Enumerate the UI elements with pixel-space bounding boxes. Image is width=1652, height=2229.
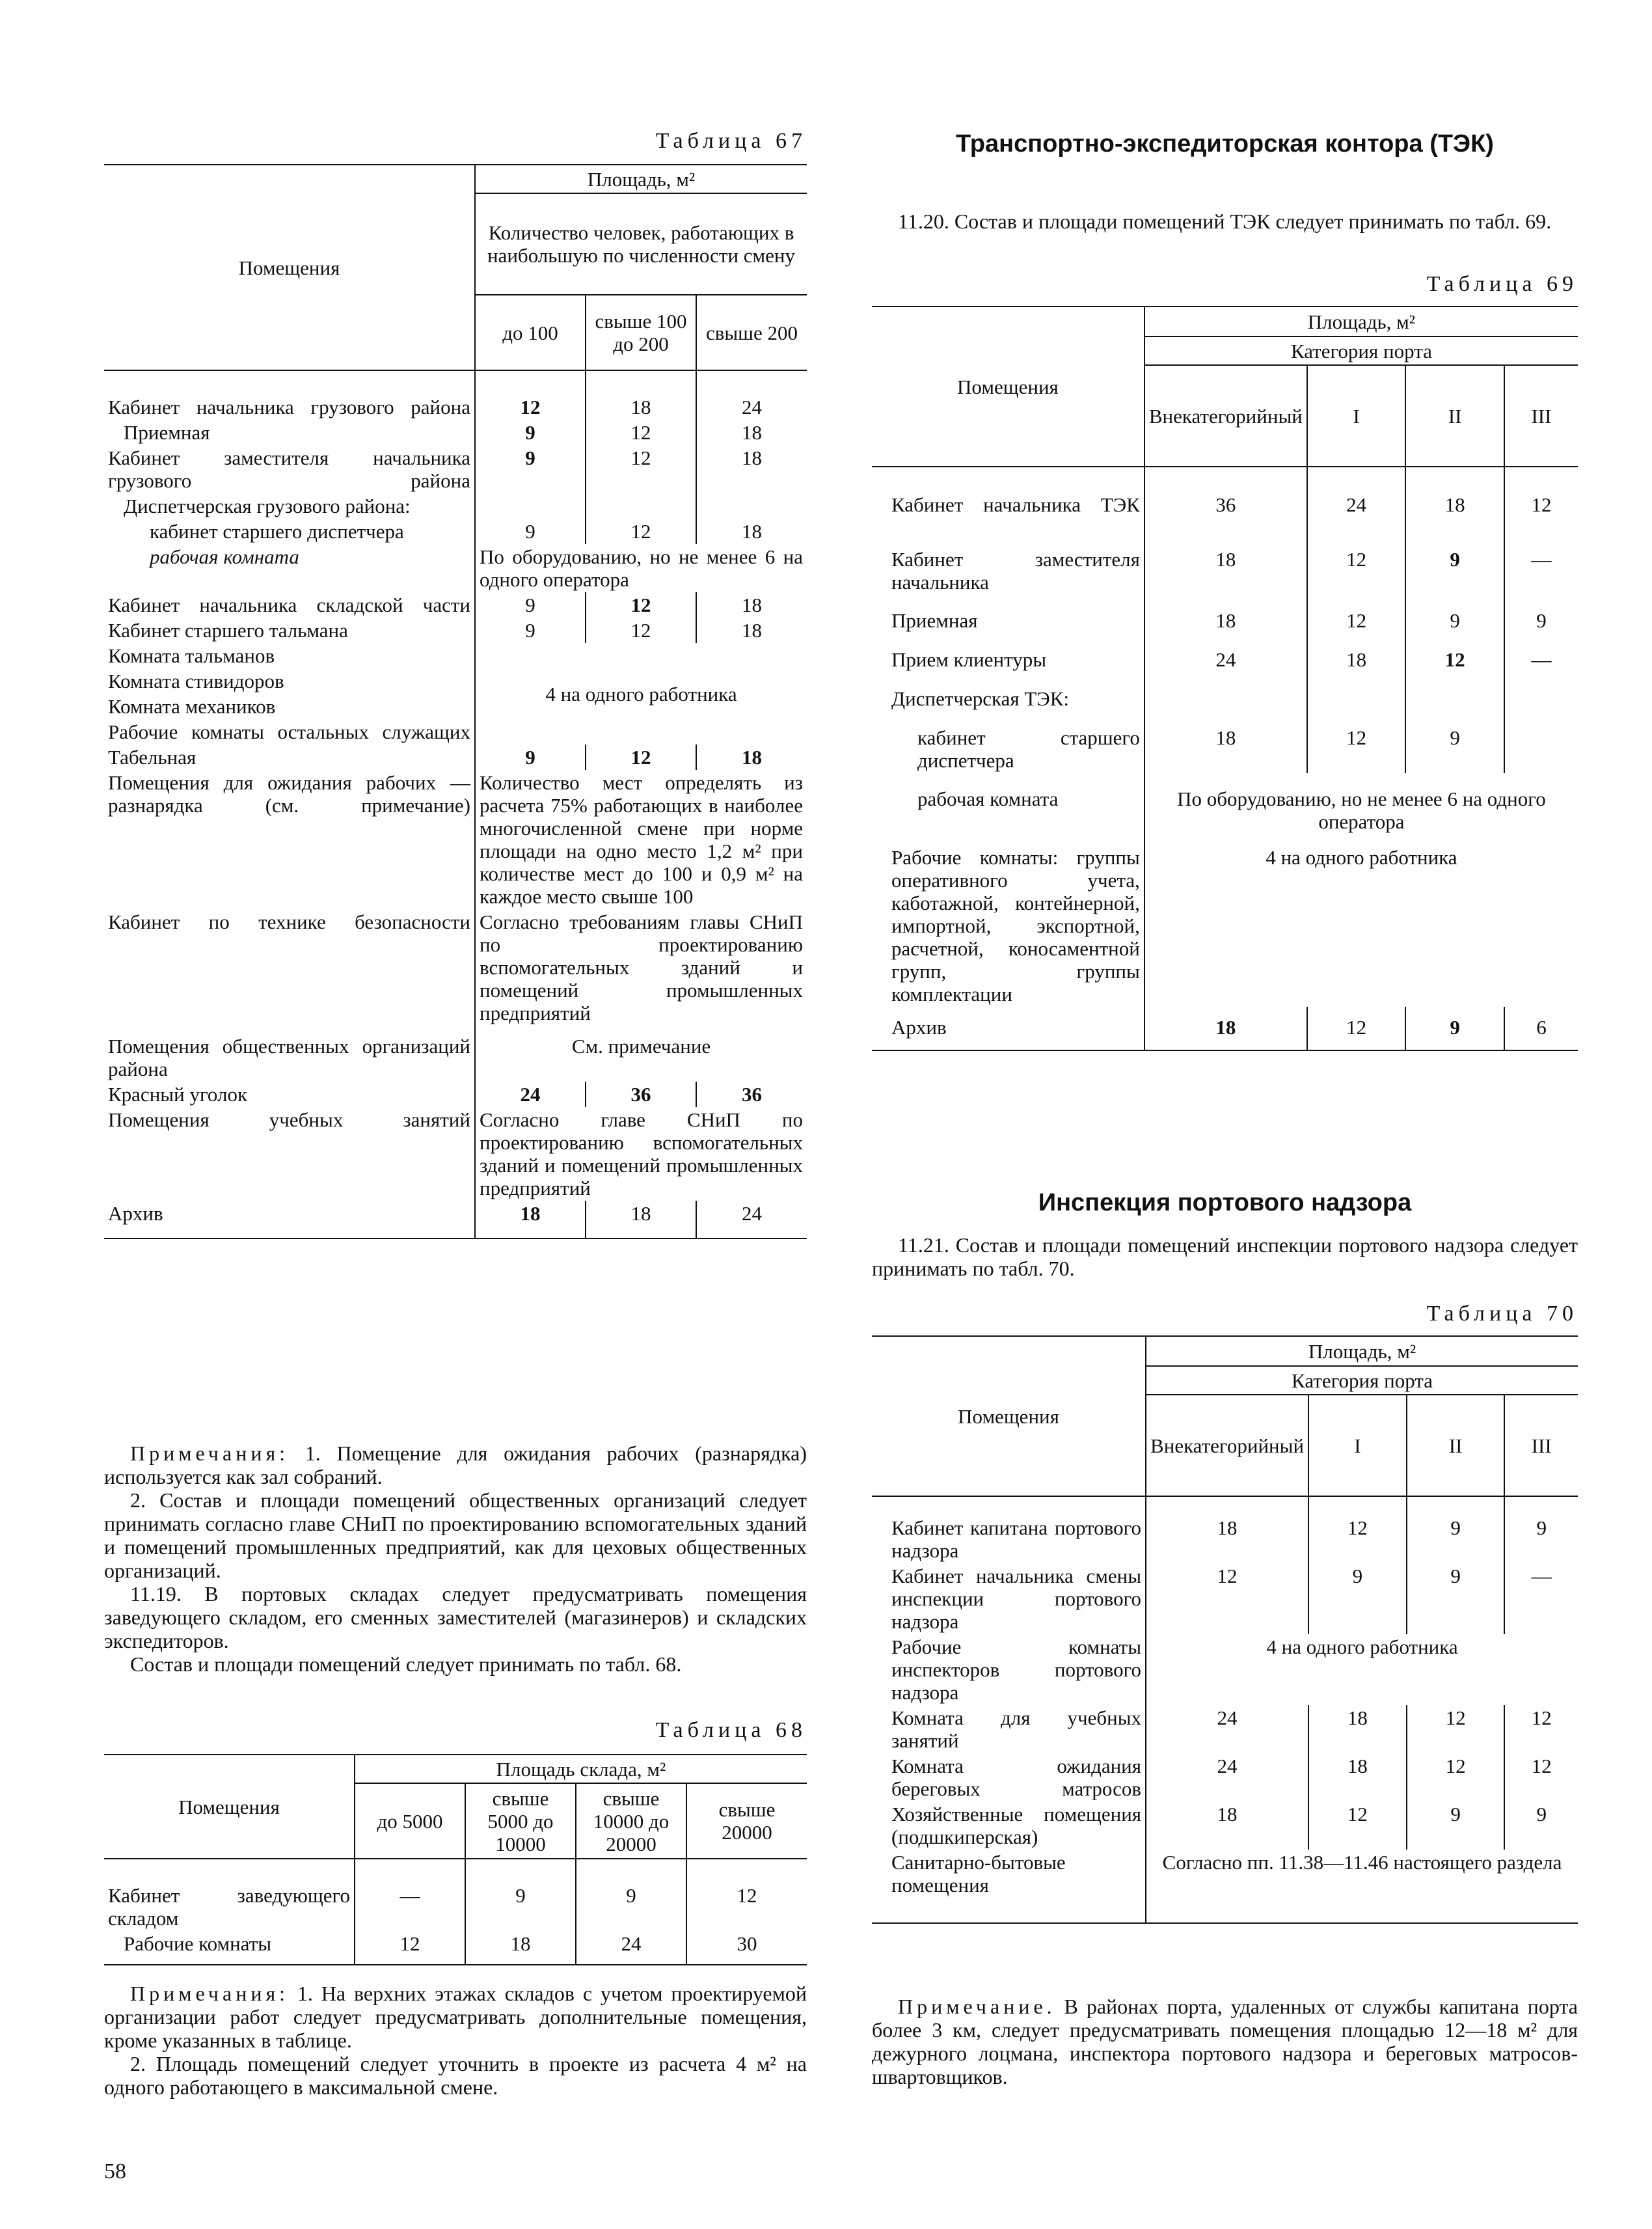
t68-header-rooms: Помещения — [104, 1755, 355, 1859]
table-row: Помещения общественных организаций района См. примечание — [104, 1026, 807, 1082]
table-row: Кабинет капитана портового надзора 18 12 9 9 — [872, 1496, 1578, 1563]
table-row: Комната ожидания береговых матросов 24 18 12 12 — [872, 1753, 1578, 1801]
table-row: Санитарно-бытовые помещения Согласно пп. 11.38—11.46 настоящего раздела — [872, 1850, 1578, 1923]
section-title-inspection: Инспекция портового надзора — [1038, 1189, 1412, 1216]
table-row: Помещения для ожидания рабочих — разнарядка (см. примечание) Количество мест определять из расчета 75% работающих в наиболее многочисленной смене при норме площади на одно место 1,2 м² при количестве мест до 100 и 0,9 м² на каждое место свыше 100 — [104, 770, 807, 909]
table-row: Рабочие комнаты: группы оперативного учета, каботажной, контейнерной, импортной, экспортной, расчетной, коносаментной групп, группы комплектации 4 на одного работника — [872, 834, 1578, 1007]
table-row: Кабинет заместителя начальника 18 12 9 — — [872, 534, 1578, 595]
table-row: Кабинет начальника смены инспекции портового надзора 12 9 9 — — [872, 1563, 1578, 1634]
t67-col-2: свыше 100 до 200 — [586, 295, 696, 370]
table-row: Приемная 9 12 18 — [104, 420, 807, 445]
t67-col-3: свыше 200 — [696, 295, 807, 370]
t69-col-2: II — [1405, 365, 1504, 467]
table-row: Прием клиентуры 24 18 12 — — [872, 634, 1578, 673]
t69-col-0: Внекатегорийный — [1144, 365, 1307, 467]
table-69-caption: Таблица 69 — [1426, 272, 1578, 296]
table-68-caption: Таблица 68 — [655, 1718, 807, 1742]
t69-col-3: III — [1504, 365, 1578, 467]
paragraph-11-19: 11.19. В портовых складах следует предусматривать помещения заведующего складом, его сменных заместителей (магазинеров) и складских экспедиторов. — [104, 1582, 807, 1652]
table-row: Помещения учебных занятий Согласно главе СНиП по проектированию вспомогательных зданий и помещений промышленных предприятий — [104, 1107, 807, 1201]
table-row: Комната стивидоров — [108, 670, 284, 692]
section-title-tek: Транспортно-экспедиторская контора (ТЭК) — [956, 130, 1494, 157]
table-row: Кабинет заведующего складом — 9 9 12 — [104, 1859, 807, 1931]
notes-table-68: Примечания: 1. На верхних этажах складов с учетом проектируемой организации работ следует предусматривать дополнительные помещения, кроме указанных в таблице. 2. Площадь помещений следует уточнить в проекте из расчета 4 м² на одного работающего в максимальной смене. — [104, 1982, 807, 2099]
t70-header-area: Площадь, м² — [1146, 1336, 1578, 1366]
paragraph-11-21: 11.21. Состав и площади помещений инспекции портового надзора следует принимать по табл. 70. — [872, 1233, 1578, 1280]
table-row: Приемная 18 12 9 9 — [872, 595, 1578, 634]
table-row: Архив 18 12 9 6 — [872, 1007, 1578, 1050]
t70-col-3: III — [1504, 1395, 1578, 1496]
page-number: 58 — [104, 2159, 126, 2183]
t67-col-1: до 100 — [475, 295, 586, 370]
t68-col-2: свыше 5000 до 10000 — [465, 1783, 576, 1859]
table-67 — [104, 164, 807, 1239]
table-row: Комната механиков — [108, 695, 276, 718]
table-row: Архив 18 18 24 — [104, 1201, 807, 1238]
table-row: Кабинет заместителя начальника грузового района 9 12 18 — [104, 445, 807, 493]
paragraph-11-20: 11.20. Состав и площади помещений ТЭК следует принимать по табл. 69. — [898, 210, 1552, 233]
t70-col-0: Внекатегорийный — [1146, 1395, 1308, 1496]
table-row: Рабочие комнаты инспекторов портового надзора 4 на одного работника — [872, 1634, 1578, 1705]
t68-col-3: свыше 10000 до 20000 — [576, 1783, 686, 1859]
table-row: Рабочие комнаты остальных служащих — [108, 720, 470, 743]
t70-header-category: Категория порта — [1146, 1366, 1578, 1395]
table-row: Диспетчерская ТЭК: — [872, 673, 1578, 712]
t69-header-area: Площадь, м² — [1144, 307, 1578, 336]
table-row: рабочая комната По оборудованию, но не менее 6 на одного оператора — [104, 544, 807, 592]
table-row: Кабинет по технике безопасности Согласно требованиям главы СНиП по проектированию вспомогательных зданий и помещений промышленных предприятий — [104, 909, 807, 1026]
table-row: Красный уголок 24 36 36 — [104, 1082, 807, 1107]
table-row: Кабинет начальника складской части 9 12 18 — [104, 592, 807, 618]
table-row: Комната для учебных занятий 24 18 12 12 — [872, 1705, 1578, 1753]
table-70-caption: Таблица 70 — [1426, 1302, 1578, 1326]
t68-header-area: Площадь склада, м² — [355, 1755, 807, 1783]
note-table-70: Примечание. В районах порта, удаленных от службы капитана порта более 3 км, следует предусматривать помещения площадью 12—18 м² для дежурного лоцмана, инспектора портового надзора и береговых матросов-швартовщиков. — [872, 1995, 1578, 2088]
t69-col-1: I — [1307, 365, 1406, 467]
table-70 — [872, 1335, 1578, 1924]
table-row: рабочая комната По оборудованию, но не менее 6 на одного оператора — [872, 773, 1578, 834]
notes-table-67: Примечания: 1. Помещение для ожидания рабочих (разнарядка) используется как зал собраний. 2. Состав и площади помещений общественных организаций следует принимать согласно главе СНиП по проектированию вспомогательных зданий и помещений промышленных предприятий, как для цеховых общественных организаций. 11.19. В портовых складах следует предусматривать помещения заведующего складом, его сменных заместителей (магазинеров) и складских экспедиторов. Состав и площади помещений следует принимать по табл. 68. — [104, 1442, 807, 1676]
table-row: Кабинет старшего тальмана 9 12 18 — [104, 618, 807, 643]
table-row: Кабинет начальника грузового района 12 18 24 — [104, 370, 807, 420]
t70-col-2: II — [1407, 1395, 1505, 1496]
table-row: кабинет старшего диспетчера 18 12 9 — [872, 712, 1578, 773]
table-67-caption: Таблица 67 — [655, 129, 807, 153]
t68-col-4: свыше 20000 — [686, 1783, 807, 1859]
t68-col-1: до 5000 — [355, 1783, 465, 1859]
table-row: Хозяйственные помещения (подшкиперская) 18 12 9 9 — [872, 1801, 1578, 1850]
t69-header-rooms: Помещения — [872, 307, 1144, 467]
t70-header-rooms: Помещения — [872, 1336, 1146, 1496]
table-69 — [872, 306, 1578, 1051]
t67-header-rooms: Помещения — [104, 165, 475, 370]
table-row: Рабочие комнаты 12 18 24 30 — [104, 1931, 807, 1965]
t69-header-category: Категория порта — [1144, 336, 1578, 365]
table-row: Диспетчерская грузового района: — [104, 493, 807, 519]
table-68 — [104, 1754, 807, 1965]
t67-header-area: Площадь, м² — [475, 165, 807, 193]
t67-header-people: Количество человек, работающих в наибольшую по численности смену — [475, 193, 807, 295]
table-row: Комната тальманов 4 на одного работника — [104, 643, 807, 668]
table-row: кабинет старшего диспетчера 9 12 18 — [104, 519, 807, 544]
table-row: Табельная 9 12 18 — [104, 745, 807, 770]
table-row: Кабинет начальника ТЭК 36 24 18 12 — [872, 467, 1578, 534]
t70-col-1: I — [1308, 1395, 1407, 1496]
